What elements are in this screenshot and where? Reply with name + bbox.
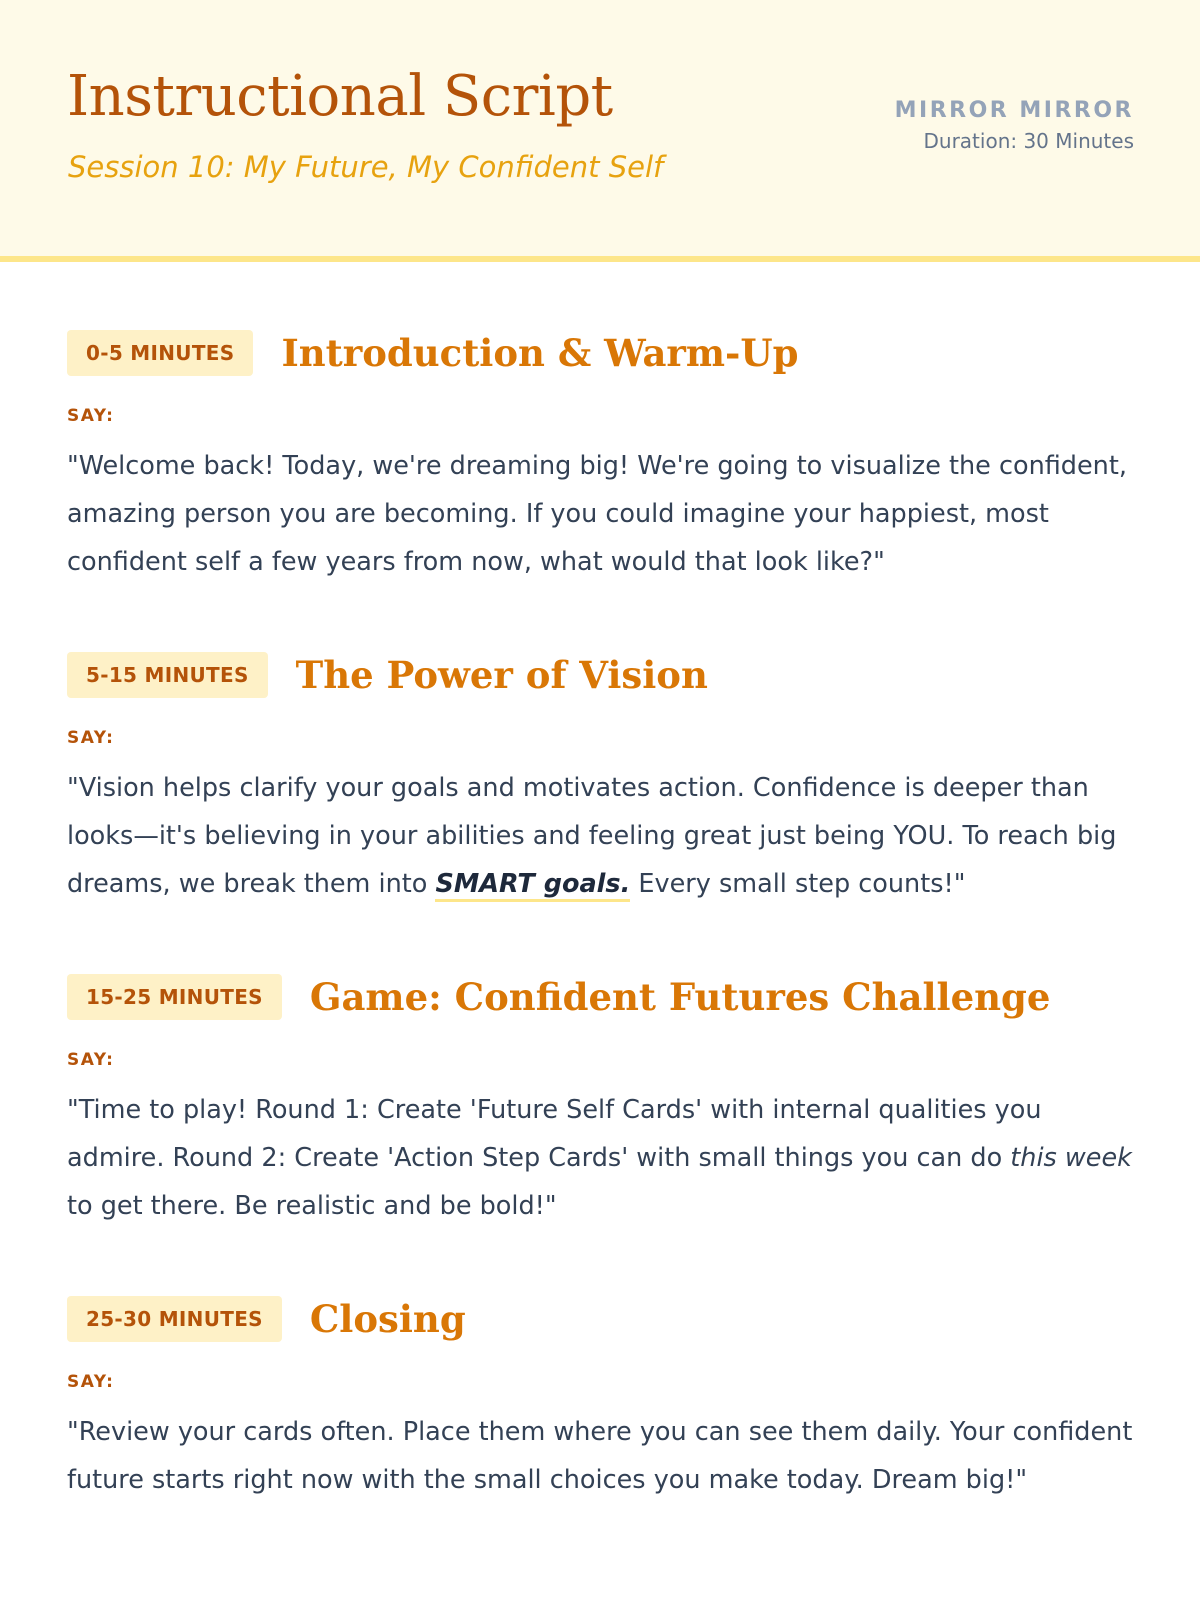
say-text bbox=[67, 764, 1134, 908]
header bbox=[0, 0, 1200, 262]
time-badge: 15-25 MINUTES bbox=[67, 974, 282, 1020]
section-title: Game: Confident Futures Challenge bbox=[309, 975, 1051, 1019]
time-badge: 5-15 MINUTES bbox=[67, 652, 268, 698]
say-label: SAY: bbox=[67, 1372, 115, 1392]
script-content bbox=[0, 330, 1200, 1504]
section-header bbox=[67, 974, 1134, 1020]
time-badge: 25-30 MINUTES bbox=[67, 1296, 282, 1342]
brand-block bbox=[895, 98, 1134, 153]
emphasis-text: this week bbox=[1010, 1143, 1132, 1173]
section-introduction bbox=[67, 330, 1134, 586]
page-title: Instructional Script bbox=[67, 64, 613, 129]
section-title: Introduction & Warm-Up bbox=[281, 331, 799, 375]
section-title: The Power of Vision bbox=[295, 653, 708, 697]
say-text bbox=[67, 1086, 1134, 1230]
time-badge: 0-5 MINUTES bbox=[67, 330, 253, 376]
section-game bbox=[67, 974, 1134, 1230]
say-label: SAY: bbox=[67, 728, 115, 748]
section-power-of-vision bbox=[67, 652, 1134, 908]
say-text: "Welcome back! Today, we're dreaming big! We're going to visualize the confident, amazing person you are becoming. If you could imagine your happiest, most confident self a few years from now, what would that look like?" bbox=[67, 451, 1127, 577]
say-text: "Review your cards often. Place them where you can see them daily. Your confident future starts right now with the small choices you make today. Dream big!" bbox=[67, 1417, 1133, 1495]
say-label: SAY: bbox=[67, 406, 115, 426]
section-closing bbox=[67, 1296, 1134, 1504]
smart-goals-highlight: SMART goals. bbox=[435, 869, 630, 902]
say-label: SAY: bbox=[67, 1050, 115, 1070]
say-text-part: to get there. Be realistic and be bold!" bbox=[67, 1191, 557, 1221]
session-subtitle: Session 10: My Future, My Confident Self bbox=[68, 150, 664, 184]
say-text-part: Every small step counts!" bbox=[630, 869, 966, 899]
say-text-part: "Time to play! Round 1: Create 'Future Self Cards' with internal qualities you admire. Round 2: Create 'Action Step Cards' with small things you can do bbox=[67, 1095, 1042, 1173]
brand-name: MIRROR MIRROR bbox=[894, 98, 1134, 123]
section-header bbox=[67, 652, 1134, 698]
say-text-part: "Vision helps clarify your goals and motivates action. Confidence is deeper than looks—it's believing in your abilities and feeling great just being YOU. To reach big dreams, we break them into bbox=[67, 773, 1117, 899]
section-title: Closing bbox=[309, 1297, 466, 1341]
section-header bbox=[67, 1296, 1134, 1342]
duration-label: Duration: 30 Minutes bbox=[923, 129, 1134, 153]
section-header bbox=[67, 330, 1134, 376]
